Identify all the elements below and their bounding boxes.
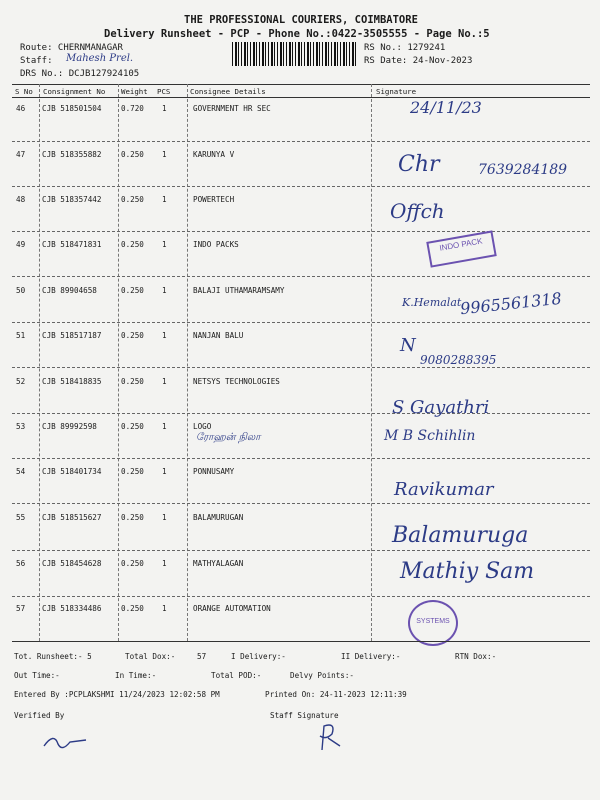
row-divider bbox=[12, 458, 590, 459]
barcode bbox=[232, 42, 358, 66]
phone-handwriting: 9965561318 bbox=[459, 288, 563, 319]
row-divider bbox=[12, 322, 590, 323]
col-consignee: Consignee Details bbox=[190, 87, 266, 96]
i-delivery: I Delivery:- bbox=[231, 652, 286, 661]
entered-by: Entered By :PCPLAKSHMI 11/24/2023 12:02:58 PM bbox=[14, 690, 220, 699]
signature: S Gayathri bbox=[392, 397, 490, 418]
tot-runsheet: Tot. Runsheet:- 5 bbox=[14, 652, 92, 661]
total-dox-value: 57 bbox=[197, 652, 207, 661]
company-name: THE PROFESSIONAL COURIERS, COIMBATORE bbox=[184, 14, 418, 26]
row-divider bbox=[12, 231, 590, 232]
phone-handwriting: 7639284189 bbox=[478, 162, 568, 178]
table-top-rule bbox=[12, 84, 590, 85]
verified-by: Verified By bbox=[14, 711, 65, 720]
staff-signature bbox=[312, 720, 352, 754]
col-divider bbox=[187, 84, 188, 641]
staff-handwriting: Mahesh Prel. bbox=[66, 53, 134, 64]
col-divider bbox=[371, 84, 372, 641]
col-weight: Weight bbox=[121, 87, 148, 96]
delvy-points: Delvy Points:- bbox=[290, 671, 355, 680]
col-divider bbox=[39, 84, 40, 641]
row-divider bbox=[12, 503, 590, 504]
col-divider bbox=[118, 84, 119, 641]
indo-packs-stamp: INDO PACK bbox=[426, 230, 497, 267]
total-dox-label: Total Dox:- bbox=[125, 652, 176, 661]
signature: Offch bbox=[390, 199, 445, 223]
rs-date: RS Date: 24-Nov-2023 bbox=[364, 56, 473, 66]
signature: Chr bbox=[398, 152, 440, 177]
row-divider bbox=[12, 367, 590, 368]
table-header-rule bbox=[12, 97, 590, 98]
rs-number: RS No.: 1279241 bbox=[364, 43, 446, 53]
row-divider bbox=[12, 413, 590, 414]
runsheet-subtitle: Delivery Runsheet - PCP - Phone No.:0422-3505555 - Page No.:5 bbox=[104, 28, 490, 40]
ii-delivery: II Delivery:- bbox=[341, 652, 401, 661]
signature: N bbox=[400, 335, 416, 356]
staff-label: Staff: bbox=[20, 56, 53, 66]
signature: K.Hemalat bbox=[402, 296, 462, 309]
signature: M B Schihlin bbox=[384, 428, 476, 444]
col-pcs: PCS bbox=[157, 87, 171, 96]
row-divider bbox=[12, 596, 590, 597]
orange-automation-stamp: SYSTEMS bbox=[408, 600, 458, 646]
drs-number: DRS No.: DCJB127924105 bbox=[20, 69, 140, 79]
out-time: Out Time:- bbox=[14, 671, 60, 680]
signature: Ravikumar bbox=[394, 479, 494, 500]
staff-signature-label: Staff Signature bbox=[270, 711, 339, 720]
signature: Mathiy Sam bbox=[400, 559, 535, 584]
rtn-dox: RTN Dox:- bbox=[455, 652, 497, 661]
signature: 24/11/23 bbox=[410, 98, 482, 117]
col-signature: Signature bbox=[376, 87, 417, 96]
row-divider bbox=[12, 550, 590, 551]
row-divider bbox=[12, 276, 590, 277]
verifier-signature bbox=[40, 726, 90, 754]
col-sno: S No bbox=[15, 87, 33, 96]
table-bottom-rule bbox=[12, 641, 590, 642]
total-pod: Total POD:- bbox=[211, 671, 262, 680]
signature: Balamuruga bbox=[392, 523, 529, 548]
handwritten-name: ரோஹன் நிலா bbox=[196, 432, 261, 443]
printed-on: Printed On: 24-11-2023 12:11:39 bbox=[265, 690, 407, 699]
in-time: In Time:- bbox=[115, 671, 157, 680]
route: Route: CHERNMANAGAR bbox=[20, 43, 123, 53]
row-divider bbox=[12, 141, 590, 142]
col-consignment: Consignment No bbox=[43, 87, 106, 96]
phone-handwriting: 9080288395 bbox=[420, 353, 497, 367]
row-divider bbox=[12, 186, 590, 187]
